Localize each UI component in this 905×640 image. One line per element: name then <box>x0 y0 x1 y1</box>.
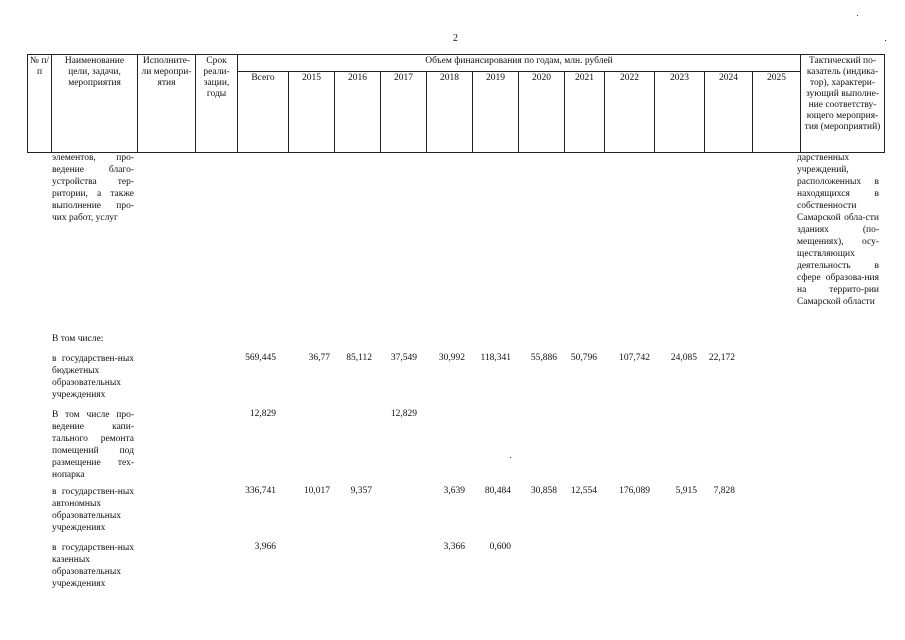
header-funding: Объем финансирования по годам, млн. рублей <box>238 55 801 72</box>
scan-speck <box>510 457 511 458</box>
funding-value: 107,742 <box>619 353 650 363</box>
funding-value: 22,172 <box>708 353 735 363</box>
funding-value: 10,017 <box>303 486 330 496</box>
header-no: № п/п <box>28 55 52 153</box>
header-year: 2025 <box>753 72 801 153</box>
funding-value: 3,366 <box>443 542 465 552</box>
header-year: 2017 <box>381 72 427 153</box>
header-total: Всего <box>238 72 289 153</box>
continuation-right-text: дарственных учреждений, расположенных в находящихся в собственности Самарской обла-сти зданиях (по-мещениях), осу-ществляющих деятельность в сфере образова-ния на террито-рии Самарской области <box>797 153 879 307</box>
header-year: 2015 <box>289 72 335 153</box>
funding-value: 12,829 <box>249 409 276 419</box>
funding-value: 118,341 <box>480 353 511 363</box>
funding-value: 12,829 <box>390 409 417 419</box>
row-label: в государствен-ных казенных образовательных учреждениях <box>52 543 134 589</box>
funding-value: 24,085 <box>670 353 697 363</box>
funding-value: 7,828 <box>713 486 735 496</box>
header-year: 2024 <box>705 72 753 153</box>
funding-value: 55,886 <box>530 353 557 363</box>
row-label: В том числе про-ведение капи-тального ремонта помещений под размещение тех-нопарка <box>52 410 134 480</box>
header-year: 2016 <box>335 72 381 153</box>
funding-value: 569,445 <box>245 353 276 363</box>
header-name: Наименование цели, задачи, мероприятия <box>52 55 138 153</box>
funding-value: 176,089 <box>619 486 650 496</box>
page-number: 2 <box>453 33 458 44</box>
header-year: 2018 <box>427 72 473 153</box>
scan-speck <box>885 40 886 41</box>
funding-value: 0,600 <box>489 542 511 552</box>
scan-speck <box>857 15 858 16</box>
header-term: Срок реали-зации, годы <box>196 55 238 153</box>
funding-value: 3,639 <box>443 486 465 496</box>
header-year: 2020 <box>519 72 565 153</box>
funding-value: 5,915 <box>675 486 697 496</box>
funding-value: 336,741 <box>245 486 276 496</box>
including-label: В том числе: <box>52 334 104 344</box>
header-year: 2023 <box>655 72 705 153</box>
continuation-left-text: элементов, про-ведение благо-устройства тер-ритории, а также выполнение про-чих работ, услуг <box>52 153 134 223</box>
funding-value: 30,858 <box>530 486 557 496</box>
funding-value: 30,992 <box>438 353 465 363</box>
funding-value: 36,77 <box>308 353 330 363</box>
funding-value: 3,966 <box>254 542 276 552</box>
row-label: в государствен-ных бюджетных образовательных учреждениях <box>52 354 134 400</box>
row-label: в государствен-ных автономных образовательных учреждениях <box>52 487 134 533</box>
funding-value: 85,112 <box>346 353 372 363</box>
funding-value: 12,554 <box>570 486 597 496</box>
funding-value: 50,796 <box>570 353 597 363</box>
header-year: 2019 <box>473 72 519 153</box>
header-year: 2022 <box>605 72 655 153</box>
funding-value: 37,549 <box>390 353 417 363</box>
header-executor: Исполните-ли меропри-ятия <box>138 55 196 153</box>
table-header <box>27 54 885 153</box>
funding-value: 80,484 <box>484 486 511 496</box>
header-indicator: Тактический по-казатель (индика-тор), характери-зующий выполне-ние соответству-ющего мероприя-тия (мероприятий) <box>801 55 885 153</box>
header-year: 2021 <box>565 72 605 153</box>
funding-value: 9,357 <box>350 486 372 496</box>
